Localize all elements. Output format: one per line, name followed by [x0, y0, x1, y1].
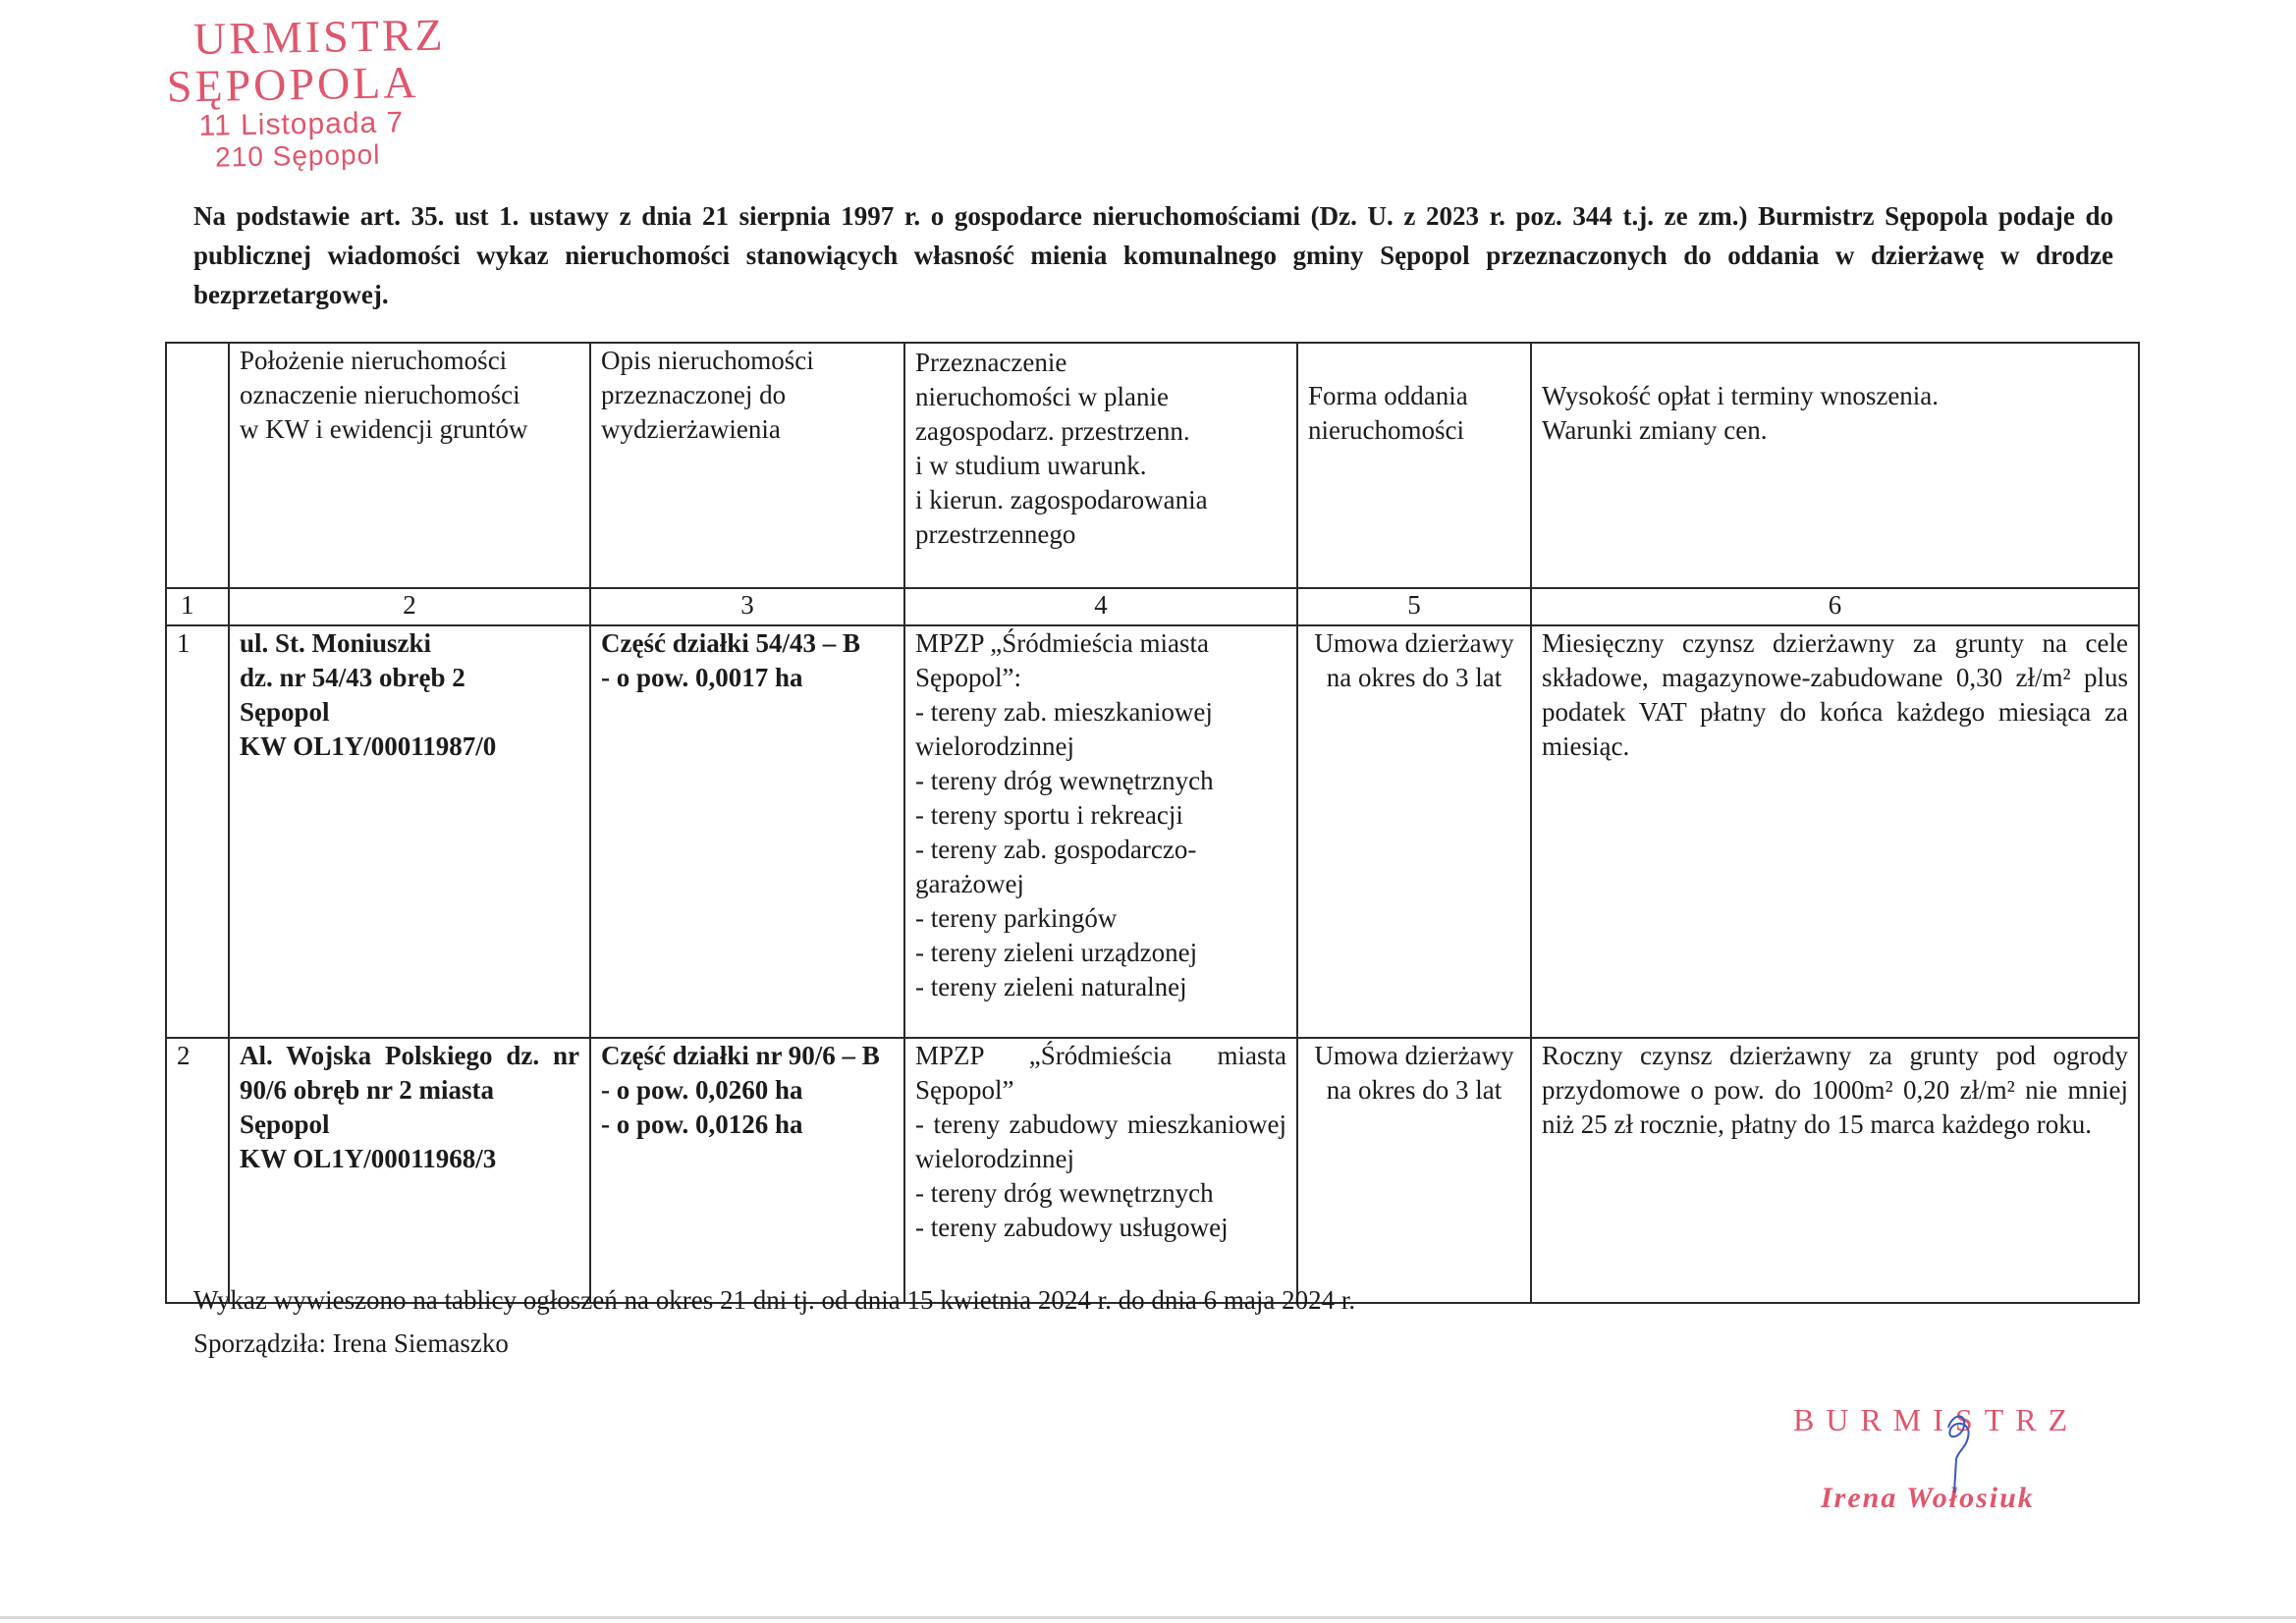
- table-row: [166, 625, 2139, 1038]
- location-line: Sępopol: [240, 697, 330, 727]
- table-row: [166, 1038, 2139, 1303]
- row-purpose: [904, 625, 1297, 1038]
- header-text: i kierun. zagospodarowania: [915, 485, 1208, 514]
- intro-paragraph: Na podstawie art. 35. ust 1. ustawy z dnia 21 sierpnia 1997 r. o gospodarce nieruchomościami (Dz. U. z 2023 r. poz. 344 t.j. ze zm.) Burmistrz Sępopola podaje do publicznej wiadomości wykaz nieruchomości stanowiących własność mienia komunalnego gminy Sępopol przeznaczonych do oddania w dzierżawę w drodze bezprzetargowej.: [193, 201, 2113, 309]
- purpose-line: - tereny sportu i rekreacji: [915, 800, 1183, 830]
- purpose-line: - tereny dróg wewnętrznych: [915, 766, 1214, 795]
- location-line: KW OL1Y/00011987/0: [240, 731, 497, 761]
- description-line: - o pow. 0,0260 ha: [601, 1075, 803, 1105]
- header-cell-location: [229, 343, 590, 588]
- header-cell-form: [1297, 343, 1531, 588]
- stamp-line-3: 11 Listopada 7: [198, 106, 405, 142]
- purpose-line: - tereny zab. mieszkaniowej wielorodzinnej: [915, 697, 1213, 761]
- row-purpose: [904, 1038, 1297, 1303]
- prepared-by: Sporządziła: Irena Siemaszko: [193, 1328, 509, 1358]
- header-text: w KW i ewidencji gruntów: [240, 414, 528, 444]
- signature-stamp: [1793, 1402, 2079, 1515]
- handwritten-signature: [1939, 1408, 1978, 1496]
- purpose-line: - tereny parkingów: [915, 903, 1118, 933]
- purpose-line: - tereny dróg wewnętrznych: [915, 1178, 1214, 1208]
- column-number: 1: [166, 588, 229, 625]
- purpose-line: - tereny zabudowy usługowej: [915, 1213, 1229, 1242]
- description-line: Część działki nr 90/6 – B: [601, 1041, 880, 1070]
- row-fees: Miesięczny czynsz dzierżawny za grunty na cele składowe, magazynowe-zabudowane 0,30 zł/m² plus podatek VAT płatny do końca każdego miesiąca za miesiąc.: [1531, 625, 2139, 1038]
- page-edge-line: [0, 1616, 2296, 1619]
- row-location: [229, 1038, 590, 1303]
- purpose-line: - tereny zieleni naturalnej: [915, 972, 1187, 1001]
- column-number: 4: [904, 588, 1297, 625]
- description-line: - o pow. 0,0126 ha: [601, 1109, 803, 1139]
- location-line: ul. St. Moniuszki: [240, 628, 432, 658]
- header-text: Przeznaczenie: [915, 348, 1067, 377]
- row-number: 1: [166, 625, 229, 1038]
- purpose-line: MPZP „Śródmieścia miasta Sępopol”:: [915, 628, 1209, 692]
- column-number: 6: [1531, 588, 2139, 625]
- header-text: Forma oddania: [1308, 381, 1468, 410]
- column-number: 3: [590, 588, 904, 625]
- stamp-line-1: URMISTRZ: [192, 9, 447, 64]
- office-stamp: [166, 9, 448, 174]
- header-text: nieruchomości w planie: [915, 382, 1169, 411]
- column-number-row: [166, 588, 2139, 625]
- posting-note: Wykaz wywieszono na tablicy ogłoszeń na okres 21 dni tj. od dnia 15 kwietnia 2024 r. do dnia 6 maja 2024 r.: [193, 1285, 1356, 1315]
- purpose-line: MPZP „Śródmieścia miasta Sępopol”: [915, 1041, 1286, 1105]
- purpose-line: - tereny zieleni urządzonej: [915, 938, 1198, 967]
- row-form: Umowa dzierżawy na okres do 3 lat: [1297, 1038, 1531, 1303]
- header-text: Opis nieruchomości: [601, 346, 814, 375]
- row-description: [590, 1038, 904, 1303]
- property-table: [165, 342, 2140, 1304]
- header-text: zagospodarz. przestrzenn.: [915, 416, 1190, 446]
- location-line: Al. Wojska Polskiego dz. nr 90/6 obręb nr 2 miasta: [240, 1041, 579, 1105]
- row-description: [590, 625, 904, 1038]
- stamp-line-4: 210 Sępopol: [214, 138, 381, 173]
- row-number: 2: [166, 1038, 229, 1303]
- header-cell-lp: [166, 343, 229, 588]
- header-text: Położenie nieruchomości: [240, 346, 508, 375]
- header-text: i w studium uwarunk.: [915, 451, 1147, 480]
- stamp-line-2: SĘPOPOLA: [166, 57, 419, 112]
- purpose-line: - tereny zab. gospodarczo-garażowej: [915, 835, 1197, 898]
- purpose-line: - tereny zabudowy mieszkaniowej wielorodzinnej: [915, 1109, 1286, 1173]
- description-line: Część działki 54/43 – B: [601, 628, 860, 658]
- location-line: KW OL1Y/00011968/3: [240, 1144, 497, 1173]
- header-text: nieruchomości: [1308, 415, 1464, 445]
- header-cell-description: [590, 343, 904, 588]
- header-text: wydzierżawienia: [601, 414, 781, 444]
- header-cell-purpose: [904, 343, 1297, 588]
- column-number: 5: [1297, 588, 1531, 625]
- header-text: Warunki zmiany cen.: [1542, 415, 1768, 445]
- description-line: - o pow. 0,0017 ha: [601, 663, 803, 692]
- column-number: 2: [229, 588, 590, 625]
- header-text: przeznaczonej do: [601, 380, 787, 409]
- header-text: oznaczenie nieruchomości: [240, 380, 520, 409]
- location-line: Sępopol: [240, 1109, 330, 1139]
- signature-title: BURMISTRZ: [1793, 1402, 2080, 1437]
- signature-name: Irena Wołosiuk: [1821, 1482, 2035, 1514]
- row-form: Umowa dzierżawy na okres do 3 lat: [1297, 625, 1531, 1038]
- header-text: Wysokość opłat i terminy wnoszenia.: [1542, 381, 1940, 410]
- row-fees: Roczny czynsz dzierżawny za grunty pod ogrody przydomowe o pow. do 1000m² 0,20 zł/m² nie mniej niż 25 zł rocznie, płatny do 15 marca każdego roku.: [1531, 1038, 2139, 1303]
- header-cell-fees: [1531, 343, 2139, 588]
- table-header-row: [166, 343, 2139, 588]
- row-location: [229, 625, 590, 1038]
- location-line: dz. nr 54/43 obręb 2: [240, 663, 465, 692]
- header-text: przestrzennego: [915, 519, 1076, 549]
